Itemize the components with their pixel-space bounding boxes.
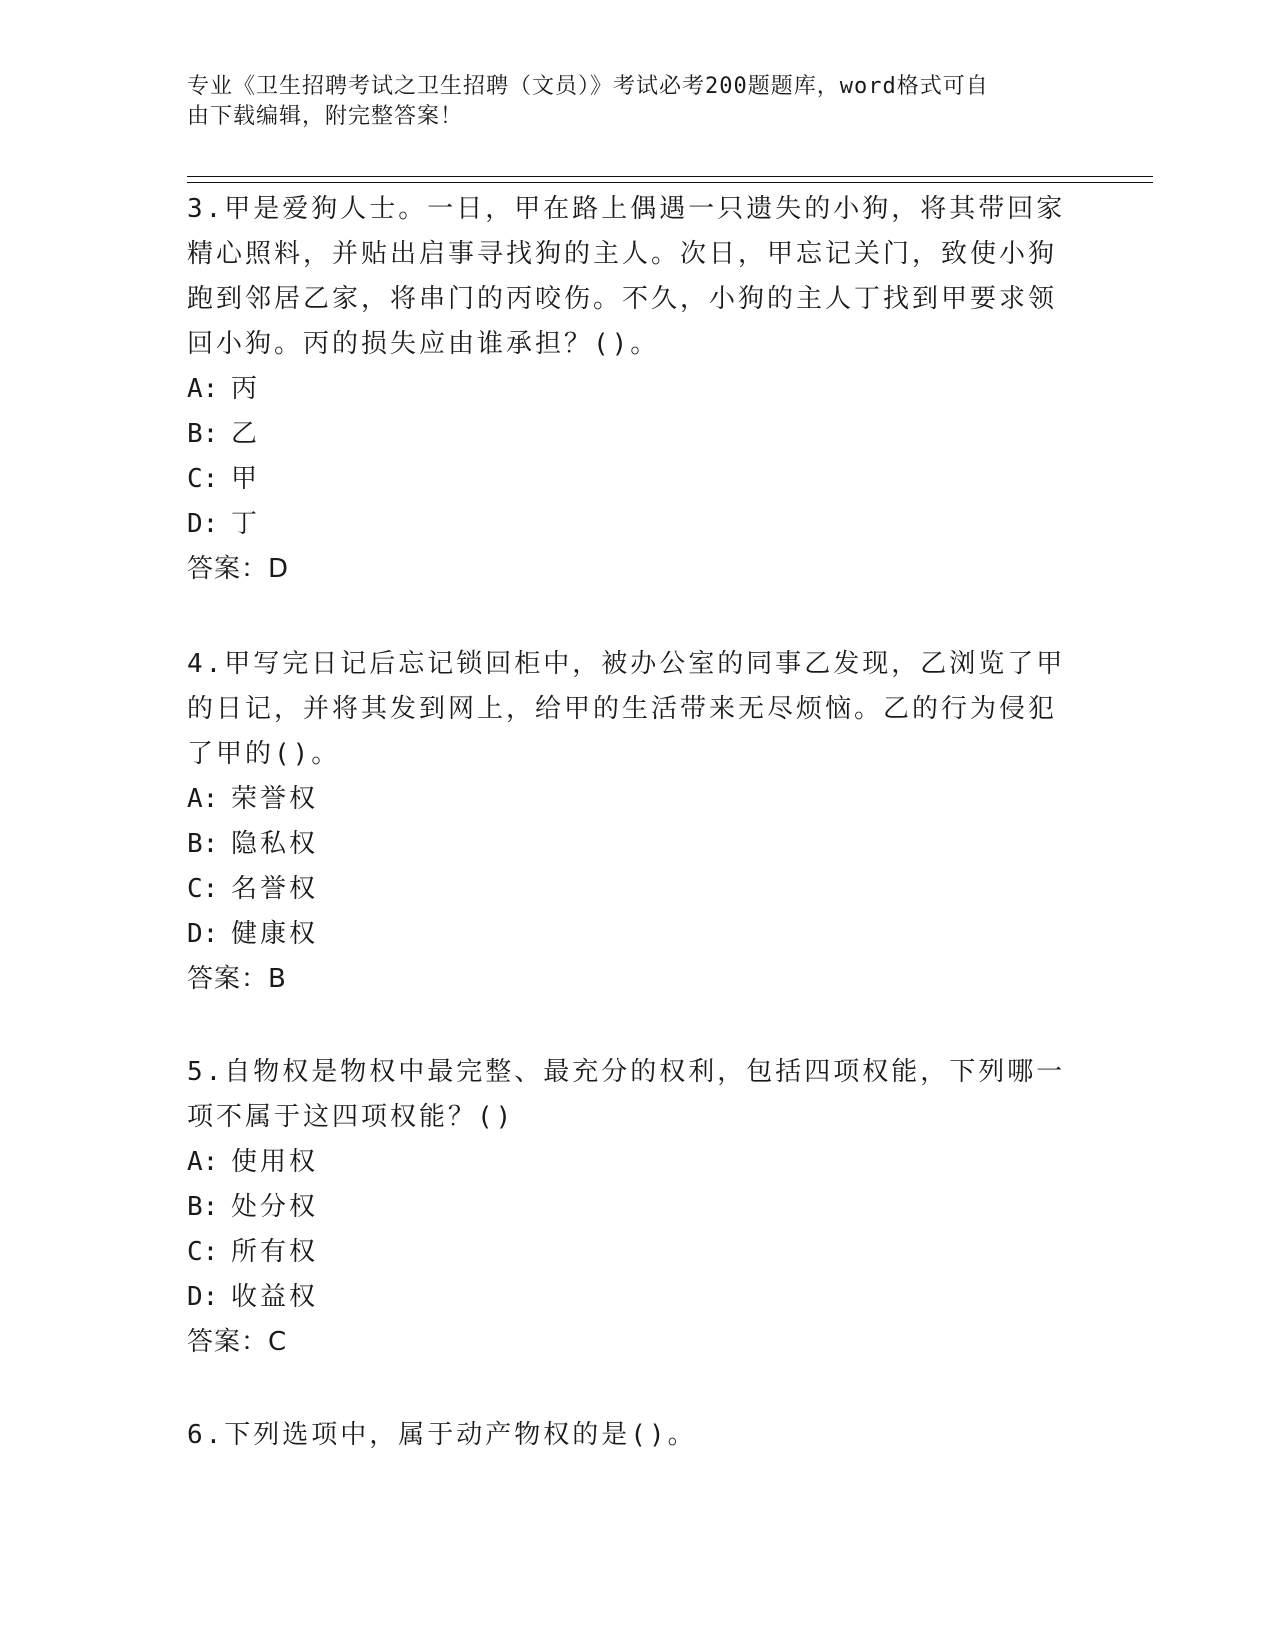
document-header [187, 72, 1067, 132]
header-line-1: 专业《卫生招聘考试之卫生招聘（文员）》考试必考200题题库，word格式可自 [187, 74, 989, 99]
question-stem-line: 回小狗。丙的损失应由谁承担？()。 [187, 329, 660, 359]
question-stem-line: 精心照料，并贴出启事寻找狗的主人。次日，甲忘记关门，致使小狗 [187, 239, 1058, 269]
option-c [187, 867, 1067, 912]
option-key: C: [187, 1237, 219, 1267]
option-text: 丙 [231, 374, 261, 404]
option-a [187, 1140, 1067, 1185]
option-key: B: [187, 1192, 219, 1222]
answer-line: 答案：C [187, 1327, 288, 1357]
question-3 [187, 187, 1067, 592]
option-a [187, 777, 1067, 822]
option-b [187, 412, 1067, 457]
option-key: B: [187, 419, 219, 449]
option-a [187, 367, 1067, 412]
option-b [187, 1185, 1067, 1230]
option-text: 处分权 [231, 1192, 319, 1222]
option-key: D: [187, 509, 219, 539]
question-stem-line: 了甲的()。 [187, 739, 341, 769]
option-key: D: [187, 919, 219, 949]
option-text: 所有权 [231, 1237, 319, 1267]
option-d [187, 912, 1067, 957]
option-d [187, 1275, 1067, 1320]
header-divider-bottom [187, 182, 1153, 183]
option-text: 名誉权 [231, 874, 319, 904]
option-key: A: [187, 784, 219, 814]
question-stem-line: 6.下列选项中，属于动产物权的是()。 [187, 1420, 697, 1450]
option-text: 健康权 [231, 919, 319, 949]
option-c [187, 457, 1067, 502]
option-text: 隐私权 [231, 829, 319, 859]
question-stem-line: 项不属于这四项权能？() [187, 1102, 515, 1132]
option-d [187, 502, 1067, 547]
option-key: C: [187, 464, 219, 494]
option-c [187, 1230, 1067, 1275]
answer-line: 答案：D [187, 554, 290, 584]
option-text: 收益权 [231, 1282, 319, 1312]
option-text: 乙 [231, 419, 261, 449]
header-divider-top [187, 176, 1153, 177]
option-key: A: [187, 1147, 219, 1177]
option-text: 丁 [231, 509, 261, 539]
question-stem-line: 4.甲写完日记后忘记锁回柜中，被办公室的同事乙发现，乙浏览了甲 [187, 649, 1066, 679]
question-6 [187, 1413, 1067, 1458]
option-key: C: [187, 874, 219, 904]
question-stem-line: 的日记，并将其发到网上，给甲的生活带来无尽烦恼。乙的行为侵犯 [187, 694, 1058, 724]
question-stem-line: 5.自物权是物权中最完整、最充分的权利，包括四项权能，下列哪一 [187, 1057, 1066, 1087]
option-text: 荣誉权 [231, 784, 319, 814]
option-text: 甲 [231, 464, 261, 494]
answer-line: 答案：B [187, 964, 287, 994]
question-5 [187, 1050, 1067, 1365]
option-key: A: [187, 374, 219, 404]
question-stem-line: 3.甲是爱狗人士。一日，甲在路上偶遇一只遗失的小狗，将其带回家 [187, 194, 1066, 224]
option-b [187, 822, 1067, 867]
question-stem-line: 跑到邻居乙家，将串门的丙咬伤。不久，小狗的主人丁找到甲要求领 [187, 284, 1058, 314]
header-line-2: 由下载编辑，附完整答案！ [187, 104, 464, 129]
option-key: B: [187, 829, 219, 859]
question-4 [187, 642, 1067, 1002]
option-text: 使用权 [231, 1147, 319, 1177]
option-key: D: [187, 1282, 219, 1312]
